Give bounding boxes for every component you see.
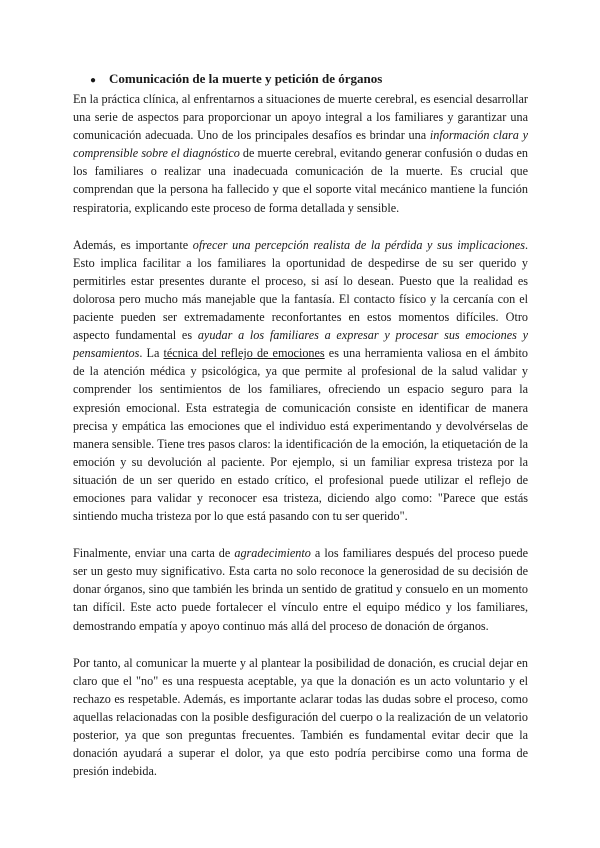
paragraph-2 <box>73 236 528 526</box>
p2-italic-2: ayudar a los familiares a expresar y procesar sus emociones y pensamientos <box>73 328 528 361</box>
paragraph-3 <box>73 544 528 634</box>
p1-text-2: de muerte cerebral, evitando generar confusión o dudas en los familiares o realizar una inadecuada comunicación de la muerte. Es crucial que comprendan que la persona ha fallecido y que el soporte vital mecánico mantiene la función respiratoria, explicando este proceso de forma detallada y sensible. <box>73 146 528 215</box>
bullet-icon: ● <box>90 75 97 86</box>
p2-text-2: . Esto implica facilitar a los familiares la oportunidad de despedirse de su ser querido y permitirles estar presentes durante el proceso, si así lo desean. Puesto que la realidad es dolorosa pero mucho más manejable que la fantasía. El contacto físico y la cercanía con el paciente pueden ser extremadamente reconfortantes en estos momentos difíciles. Otro aspecto fundamental es <box>73 237 528 343</box>
paragraph-4: Por tanto, al comunicar la muerte y al plantear la posibilidad de donación, es crucial dejar en claro que el "no" es una respuesta aceptable, ya que la donación es un acto voluntario y el rechazo es respetable. Además, es importante aclarar todas las dudas sobre el proceso, como aquellas relacionadas con la posible desfiguración del cuerpo o la realización de un velatorio posterior, ya que son preguntas frecuentes. También es fundamental evitar decir que la donación ayudará a superar el dolor, ya que esto podría percibirse como una forma de presión indebida. <box>73 655 528 779</box>
p3-italic-1: agradecimiento <box>234 546 311 561</box>
section-heading <box>90 70 528 89</box>
p2-text-1: Además, es importante <box>73 237 193 252</box>
p2-text-3: . La <box>139 346 164 361</box>
p3-text-1: Finalmente, enviar una carta de <box>73 546 235 561</box>
p2-underline-1: técnica del reflejo de emociones <box>163 346 325 361</box>
p1-text-1: En la práctica clínica, al enfrentarnos a situaciones de muerte cerebral, es esencial desarrollar una serie de aspectos para proporcionar un apoyo integral a los familiares y garantizar una comunicación adecuada. Uno de los principales desafíos es brindar una <box>73 92 528 143</box>
heading-text: Comunicación de la muerte y petición de órganos <box>109 71 383 86</box>
p1-italic-1: información clara y comprensible sobre el diagnóstico <box>73 128 528 161</box>
p2-text-4: es una herramienta valiosa en el ámbito de la atención médica y psicológica, ya que permite al profesional de la salud validar y comprender los sentimientos de los familiares, ofreciendo un espacio seguro para la expresión emocional. Esta estrategia de comunicación consiste en identificar de manera precisa y empática las emociones que el individuo está experimentando y devolvérselas de manera sensible. Tiene tres pasos claros: la identificación de la emoción, la etiquetación de la emoción y su devolución al paciente. Por ejemplo, si un familiar expresa tristeza por la situación de un ser querido en estado crítico, el profesional puede utilizar el reflejo de emociones para validar y reconocer esa tristeza, diciendo algo como: "Parece que estás sintiendo mucha tristeza por lo que está pasando con tu ser querido". <box>73 346 528 524</box>
p3-text-2: a los familiares después del proceso puede ser un gesto muy significativo. Esta carta no solo reconoce la generosidad de su decisión de donar órganos, sino que también les brinda un sentido de gratitud y consuelo en un momento tan difícil. Este acto puede fortalecer el vínculo entre el equipo médico y los familiares, demostrando empatía y apoyo continuo más allá del proceso de donación de órganos. <box>73 546 528 633</box>
p2-italic-1: ofrecer una percepción realista de la pérdida y sus implicaciones <box>192 237 525 252</box>
paragraph-1 <box>73 90 528 217</box>
